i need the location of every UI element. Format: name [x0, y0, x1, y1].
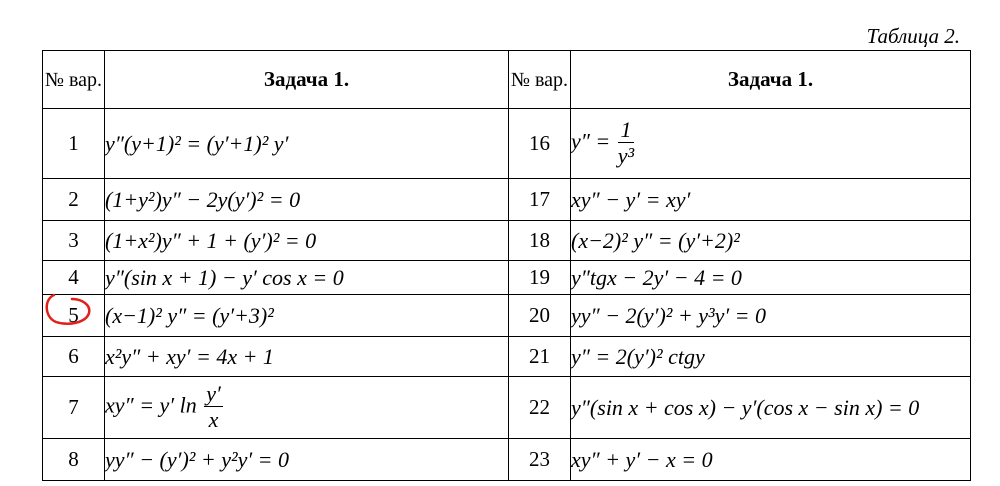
header-variant-number-right: № вар. — [509, 51, 571, 109]
header-task-left: Задача 1. — [105, 51, 509, 109]
equation: yy″ − 2(y′)² + y³y′ = 0 — [571, 295, 971, 337]
variant-number: 17 — [509, 179, 571, 221]
variant-number: 19 — [509, 261, 571, 295]
equation: (x−1)² y″ = (y′+3)² — [105, 295, 509, 337]
equation: (1+y²)y″ − 2y(y′)² = 0 — [105, 179, 509, 221]
equation: xy″ + y′ − x = 0 — [571, 439, 971, 481]
red-circle-mark — [42, 291, 92, 327]
variant-number: 21 — [509, 337, 571, 377]
equation: y″ = $\frac{1}{\text{y³}}$ — [571, 109, 971, 179]
equation: (x−2)² y″ = (y′+2)² — [571, 221, 971, 261]
variant-number: 20 — [509, 295, 571, 337]
equation: y″tgx − 2y′ − 4 = 0 — [571, 261, 971, 295]
variant-number: 1 — [43, 109, 105, 179]
equation: xy″ − y′ = xy′ — [571, 179, 971, 221]
equation: y″(sin x + 1) − y′ cos x = 0 — [105, 261, 509, 295]
table-row — [43, 439, 971, 481]
equation: (1+x²)y″ + 1 + (y′)² = 0 — [105, 221, 509, 261]
fraction: $\frac{y'}{x}$ — [206, 381, 221, 432]
table-row — [43, 261, 971, 295]
fraction: $\frac{1}{\text{y³}}$ — [617, 117, 635, 168]
equation: y″(y+1)² = (y′+1)² y′ — [105, 109, 509, 179]
equation: xy″ = y′ ln $\frac{y'}{x}$ — [105, 377, 509, 439]
equation: y″(sin x + cos x) − y′(cos x − sin x) = 0 — [571, 377, 971, 439]
variant-number — [43, 295, 105, 337]
header-variant-number-left: № вар. — [43, 51, 105, 109]
variant-number: 8 — [43, 439, 105, 481]
variants-table — [42, 50, 971, 481]
variant-number: 23 — [509, 439, 571, 481]
variant-number: 7 — [43, 377, 105, 439]
table-caption: Таблица 2. — [866, 24, 960, 48]
variant-number: 22 — [509, 377, 571, 439]
table-row — [43, 337, 971, 377]
variant-number: 18 — [509, 221, 571, 261]
table-row — [43, 377, 971, 439]
variant-number: 4 — [43, 261, 105, 295]
equation: x²y″ + xy′ = 4x + 1 — [105, 337, 509, 377]
variant-number: 16 — [509, 109, 571, 179]
table-row — [43, 109, 971, 179]
header-row — [43, 51, 971, 109]
equation: yy″ − (y′)² + y²y′ = 0 — [105, 439, 509, 481]
variant-number: 2 — [43, 179, 105, 221]
table-row — [43, 295, 971, 337]
header-task-right: Задача 1. — [571, 51, 971, 109]
circled-variant: 5 — [68, 303, 79, 328]
variant-number: 3 — [43, 221, 105, 261]
equation: y″ = 2(y′)² ctgy — [571, 337, 971, 377]
table-row — [43, 179, 971, 221]
variant-number: 6 — [43, 337, 105, 377]
table-row — [43, 221, 971, 261]
